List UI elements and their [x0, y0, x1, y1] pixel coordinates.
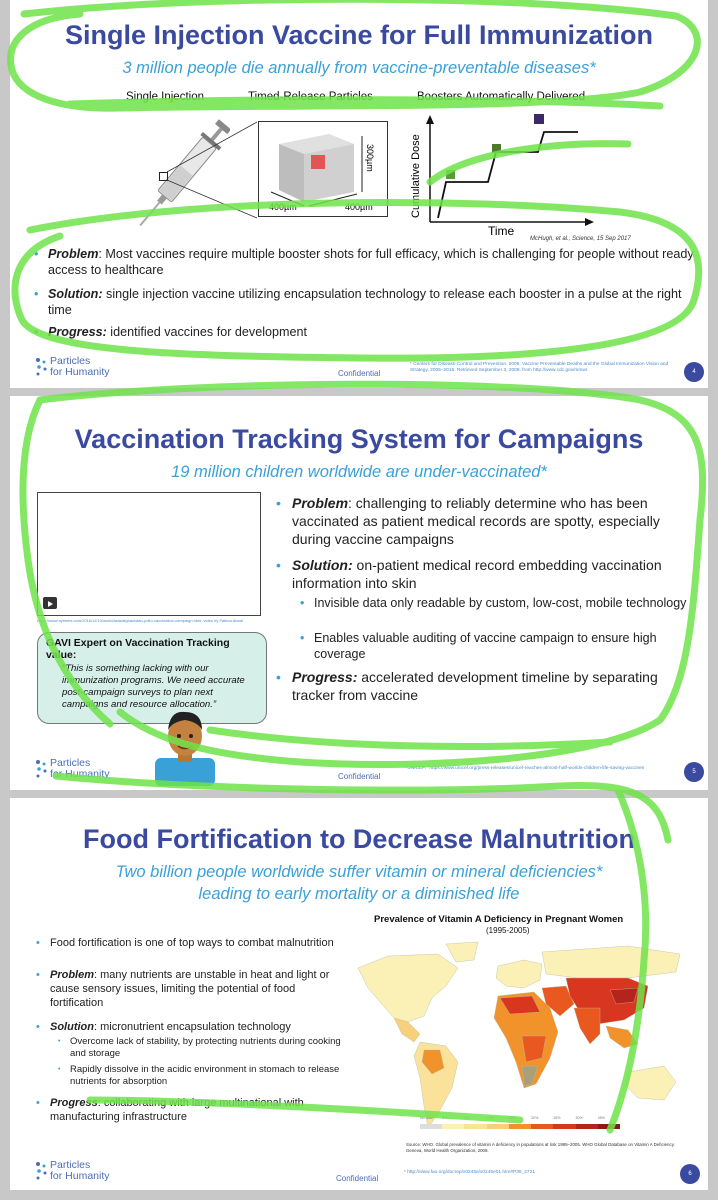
legend-30: 30% [575, 1116, 583, 1120]
dose-graph [408, 110, 598, 230]
logo [34, 758, 134, 782]
avatar [150, 696, 220, 786]
bullet-text: single injection vaccine utilizing encapsulation technology to release each booster in a pulse at the right time [48, 287, 682, 317]
bullet-problem: • Problem: challenging to reliably determine who has been vaccinated as patient medical records are spotty, especially during vaccine campaigns [276, 495, 660, 547]
particle-diagram [258, 121, 388, 217]
footnote: * UNICEF: “https://www.unicef.org/press-releases/unicef-reaches-almost-half-worlds-children-life-saving-vaccines [404, 766, 645, 771]
bullet-progress: • Progress: identified vaccines for development [34, 325, 308, 339]
dim-400-left: 400µm [269, 202, 297, 212]
bullet-solution: • Solution: micronutrient encapsulation technology [36, 1021, 291, 1033]
bullet-text: : collaborating with large multinational with manufacturing infrastructure [50, 1097, 304, 1123]
confidential-label: Confidential [338, 369, 381, 378]
page-number: 5 [684, 762, 704, 782]
bullet-label: Solution: [292, 557, 353, 573]
bullet-label: Solution [50, 1021, 94, 1033]
logo-line2: for Humanity [50, 366, 110, 378]
dose-xlabel: Time [488, 224, 515, 238]
bullet-label: Problem [292, 495, 349, 511]
bullet-label: Progress [50, 1097, 98, 1109]
slide-vaccination-tracking [10, 396, 708, 790]
legend-5: 5% [464, 1116, 470, 1120]
footnote: * Centers for Disease Control and Prevention. 2006. Vaccine Preventable Deaths and the Global Immunization Vision and Strategy, 2006–2015. Retrieved September 3, 2008, from http://www.cdc.gov/mmwr. [410, 362, 669, 373]
logo-line1: Particles [50, 1159, 91, 1171]
dose-ylabel: Cumulative Dose [410, 134, 422, 218]
footnote: * http://www.fao.org/docrep/x0245e/x0245e01.htm#P36_2721 [404, 1170, 535, 1175]
bullet-text: Enables valuable auditing of vaccine campaign to ensure high coverage [314, 631, 657, 661]
legend-35: 35% [597, 1116, 605, 1120]
sub-bullet-2: • Enables valuable auditing of vaccine campaign to ensure high coverage [300, 630, 690, 662]
page-number: 6 [680, 1164, 700, 1184]
slide-title: Food Fortification to Decrease Malnutrition [82, 824, 636, 854]
quote-title: GAVI Expert on Vaccination Tracking value: [46, 637, 230, 661]
video-source: https://www.nytimes.com/2016/11/10/world/asia/afghanistan-polio-vaccination-campaign.html, video by Fatima Abadi [37, 618, 243, 623]
slide-subtitle: 3 million people die annually from vaccine-preventable diseases* [122, 59, 596, 77]
legend-25: 25% [553, 1116, 561, 1120]
dose-marker-3 [534, 114, 544, 124]
logo-line1: Particles [50, 355, 91, 367]
bullet-progress: • Progress: accelerated development timeline by separating tracker from vaccine [276, 669, 658, 703]
logo-line1: Particles [50, 757, 91, 769]
confidential-label: Confidential [336, 1174, 379, 1183]
map-legend-bar [420, 1124, 620, 1129]
citation: McHugh, et al., Science, 15 Sep 2017 [530, 236, 631, 242]
map-subtitle: (1995-2005) [486, 926, 530, 935]
bullet-progress: • Progress: collaborating with large multinational with manufacturing infrastructure [36, 1097, 304, 1123]
slide-title: Single Injection Vaccine for Full Immunization [64, 20, 654, 50]
map-legend-labels [420, 1116, 620, 1120]
bullet-text: Rapidly dissolve in the acidic environment in stomach to release nutrients for absorption [70, 1064, 340, 1087]
bullet-problem: • Problem: Most vaccines require multiple booster shots for full efficacy, which is challenging for people without ready access to healthcare [34, 247, 694, 277]
particles-logo-icon [34, 1160, 48, 1182]
logo-line2: for Humanity [50, 768, 110, 780]
map-source: Source: WHO. Global prevalence of vitamin A deficiency in populations at risk 1995–2005. WHO Global Database on Vitamin A Deficiency. Geneva, World Health Organization, 2009. [406, 1142, 675, 1153]
page-number: 4 [684, 362, 704, 382]
bullet-text: on-patient medical record embedding vaccination information into skin [292, 557, 662, 591]
particles-logo-icon [34, 758, 48, 780]
dose-marker-1 [446, 170, 455, 179]
logo-line2: for Humanity [50, 1170, 110, 1182]
bullet-label: Progress: [48, 325, 107, 339]
bullet-text: : micronutrient encapsulation technology [94, 1021, 291, 1033]
logo [34, 1160, 134, 1184]
legend-10: 10% [486, 1116, 494, 1120]
sub-bullet-2: • Rapidly dissolve in the acidic environment in stomach to release nutrients for absorption [58, 1064, 344, 1088]
bullet-intro: • Food fortification is one of top ways to combat malnutrition [36, 936, 336, 950]
bullet-solution: • Solution: on-patient medical record embedding vaccination information into skin [276, 557, 662, 591]
legend-15: 15% [508, 1116, 517, 1120]
dim-400-right: 400µm [345, 202, 373, 212]
bullet-text: : challenging to reliably determine who has been vaccinated as patient medical records are spotty, especially during vaccine campaigns [292, 495, 660, 547]
confidential-label: Confidential [338, 772, 381, 781]
label-timed-release: Timed-Release Particles [248, 91, 373, 103]
legend-20: 20% [531, 1116, 539, 1120]
slide-subtitle-line2: leading to early mortality or a diminished life [198, 885, 520, 903]
play-button[interactable] [43, 597, 57, 609]
slide-title: Vaccination Tracking System for Campaigns [74, 424, 644, 454]
dim-300: 300µm [365, 144, 375, 172]
slide-subtitle-line1: Two billion people worldwide suffer vitamin or mineral deficiencies* [115, 863, 603, 881]
legend-0: 0% [442, 1116, 448, 1120]
dose-marker-2 [492, 144, 501, 153]
legend-nodata: No data [420, 1116, 433, 1120]
particles-logo-icon [34, 356, 48, 378]
label-boosters: Boosters Automatically Delivered [417, 91, 586, 103]
bullet-text: Invisible data only readable by custom, low-cost, mobile technology [314, 596, 687, 610]
slide-single-injection [10, 0, 708, 388]
bullet-text: Food fortification is one of top ways to combat malnutrition [50, 937, 334, 949]
slide-food-fortification [10, 798, 708, 1190]
bullet-label: Solution: [48, 287, 103, 301]
bullet-text: : Most vaccines require multiple booster shots for full efficacy, which is challenging for people without ready access to healthcare [48, 247, 694, 277]
bullet-label: Problem [48, 247, 99, 261]
sub-bullet-1: • Invisible data only readable by custom, low-cost, mobile technology [300, 595, 690, 611]
quote-text: “This is something lacking with our immunization programs. We need accurate post-campaign surveys to plan next campaigns and resource allocation.” [62, 663, 245, 710]
bullet-text: identified vaccines for development [106, 325, 308, 339]
video-player[interactable] [37, 492, 261, 616]
map-title: Prevalence of Vitamin A Deficiency in Pregnant Women [374, 914, 624, 925]
slide-subtitle: 19 million children worldwide are under-vaccinated* [171, 463, 547, 481]
sub-bullet-1: • Overcome lack of stability, by protecting nutrients during cooking and storage [58, 1036, 344, 1060]
bullet-text: : many nutrients are unstable in heat and light or cause sensory issues, limiting the potential of food fortification [50, 969, 330, 1009]
label-single-injection: Single Injection [126, 91, 204, 103]
bullet-problem: • Problem: many nutrients are unstable in heat and light or cause sensory issues, limiting the potential of food fortification [36, 969, 330, 1009]
play-icon [43, 598, 57, 610]
bullet-label: Progress: [292, 669, 358, 685]
bullet-text: accelerated development timeline by separating tracker from vaccine [292, 669, 658, 703]
bullet-solution: • Solution: single injection vaccine utilizing encapsulation technology to release each booster in a pulse at the right time [34, 287, 682, 317]
bullet-label: Problem [50, 969, 95, 981]
bullet-text: Overcome lack of stability, by protecting nutrients during cooking and storage [70, 1036, 341, 1059]
logo [34, 356, 134, 380]
zoom-lines [165, 120, 260, 220]
